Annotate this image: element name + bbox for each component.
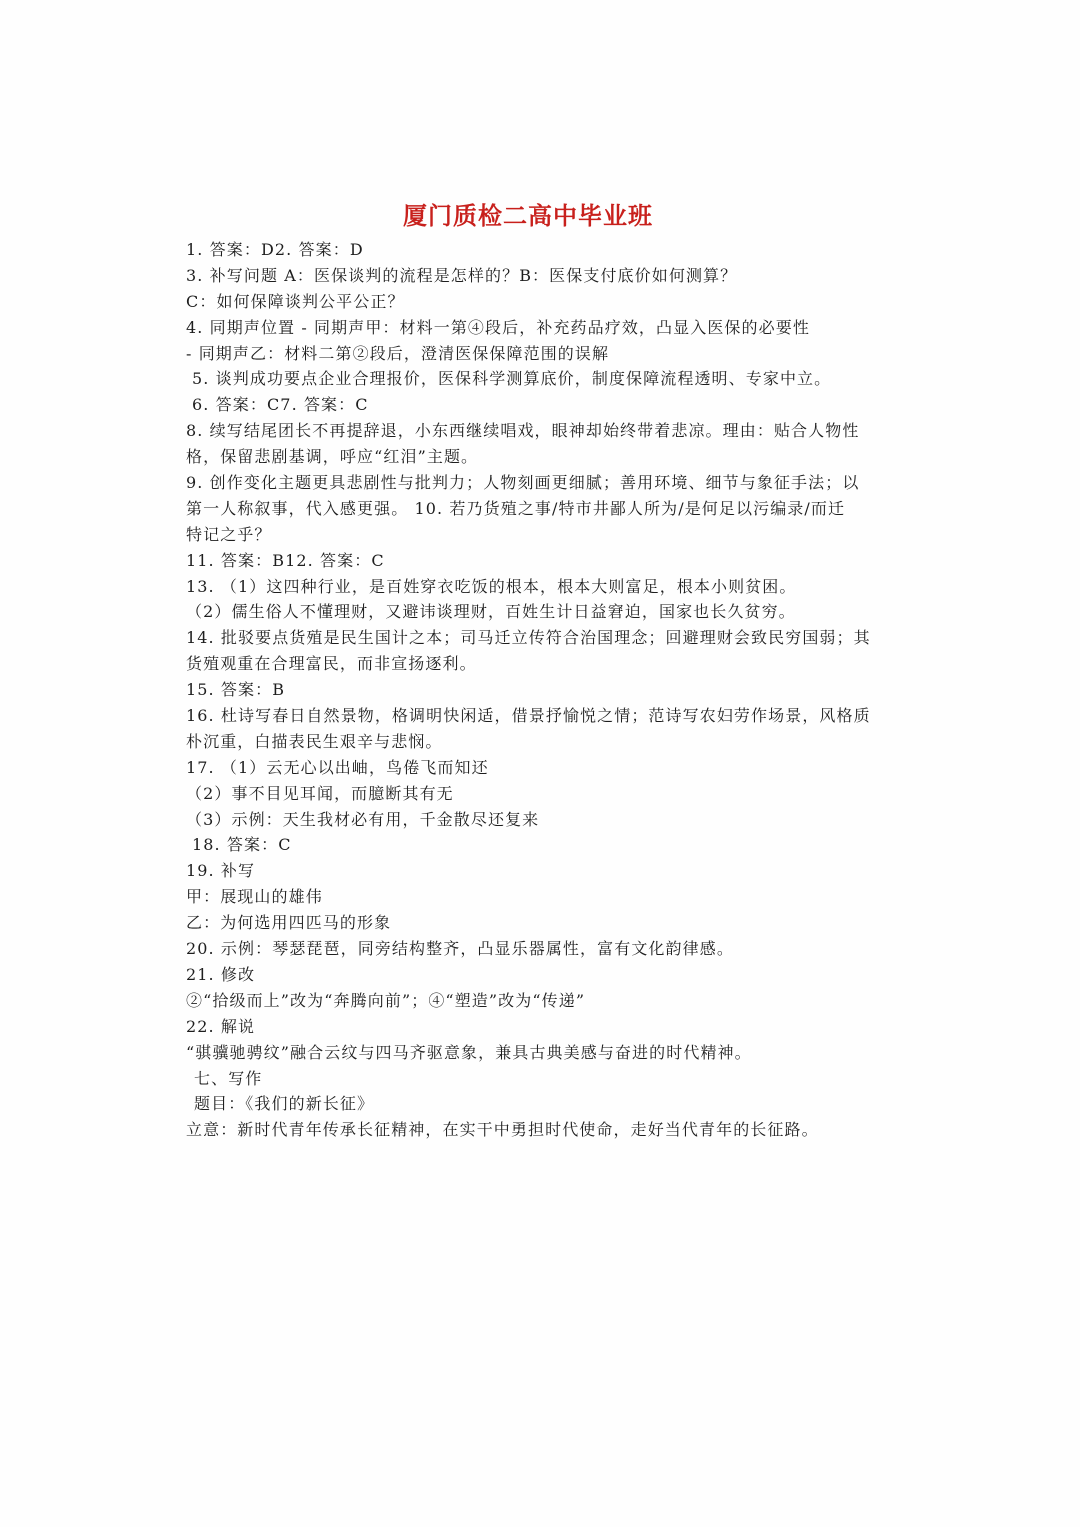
answer-line: 8. 续写结尾团长不再提辞退，小东西继续唱戏，眼神却始终带着悲凉。理由：贴合人物性 (186, 421, 860, 441)
answer-line: 15. 答案：B (186, 680, 286, 700)
answer-line: 20. 示例：琴瑟琵琶，同旁结构整齐，凸显乐器属性，富有文化韵律感。 (186, 939, 734, 959)
answer-line: “骐骥驰骋纹”融合云纹与四马齐驱意象，兼具古典美感与奋进的时代精神。 (186, 1042, 752, 1062)
answer-line: 17. （1）云无心以出岫，鸟倦飞而知还 (186, 757, 489, 777)
answer-line: 4. 同期声位置 - 同期声甲：材料一第④段后，补充药品疗效，凸显入医保的必要性 (186, 317, 810, 337)
answer-line: 18. 答案：C (192, 835, 292, 855)
answer-line: 22. 解说 (186, 1016, 256, 1036)
answer-line: 13. （1）这四种行业，是百姓穿衣吃饭的根本，根本大则富足，根本小则贫困。 (186, 576, 797, 596)
document-title: 厦门质检二高中毕业班 (403, 201, 653, 230)
answer-line: 5. 谈判成功要点企业合理报价，医保科学测算底价，制度保障流程透明、专家中立。 (192, 369, 832, 389)
answer-line: 6. 答案：C7. 答案：C (192, 395, 369, 415)
answer-line: 格，保留悲剧基调，呼应“红泪”主题。 (186, 447, 479, 467)
answer-line: 朴沉重，白描表民生艰辛与悲悯。 (186, 731, 443, 751)
answer-line: 21. 修改 (186, 964, 256, 984)
answer-line: 七、写作 (194, 1068, 263, 1088)
answer-line: 11. 答案：B12. 答案：C (186, 550, 385, 570)
answer-line: 货殖观重在合理富民，而非宣扬逐利。 (186, 654, 477, 674)
answer-line: 特记之乎？ (186, 524, 272, 544)
answer-line: （2）儒生俗人不懂理财，又避讳谈理财，百姓生计日益窘迫，国家也长久贫穷。 (186, 602, 796, 622)
answer-line: C：如何保障谈判公平公正？ (186, 291, 405, 311)
answer-line: 3. 补写问题 A：医保谈判的流程是怎样的？B：医保支付底价如何测算？ (186, 265, 738, 285)
answer-line: 16. 杜诗写春日自然景物，格调明快闲适，借景抒愉悦之情；范诗写农妇劳作场景，风格质 (186, 706, 871, 726)
answer-line: （3）示例：天生我材必有用，千金散尽还复来 (186, 809, 540, 829)
answer-line: 19. 补写 (186, 861, 256, 881)
answer-line: ②“拾级而上”改为“奔腾向前”；④“塑造”改为“传递” (186, 990, 586, 1010)
answer-line: 题目：《我们的新长征》 (194, 1094, 375, 1114)
answer-line: 立意：新时代青年传承长征精神，在实干中勇担时代使命，走好当代青年的长征路。 (186, 1120, 819, 1140)
answer-key-body (186, 237, 886, 1143)
answer-line: （2）事不目见耳闻，而臆断其有无 (186, 783, 454, 803)
answer-line: 甲：展现山的雄伟 (186, 887, 323, 907)
answer-line: 第一人称叙事，代入感更强。 10. 若乃货殖之事/特市井鄙人所为/是何足以污编录/而迁 (186, 498, 846, 518)
answer-line: 1. 答案：D2. 答案：D (186, 240, 364, 259)
answer-line: 14. 批驳要点货殖是民生国计之本；司马迁立传符合治国理念；回避理财会致民穷国弱；其 (186, 628, 871, 648)
answer-line: - 同期声乙：材料二第②段后，澄清医保保障范围的误解 (186, 343, 610, 363)
answer-line: 9. 创作变化主题更具悲剧性与批判力；人物刻画更细腻；善用环境、细节与象征手法；以 (186, 473, 860, 493)
answer-line: 乙：为何选用四匹马的形象 (186, 913, 392, 933)
